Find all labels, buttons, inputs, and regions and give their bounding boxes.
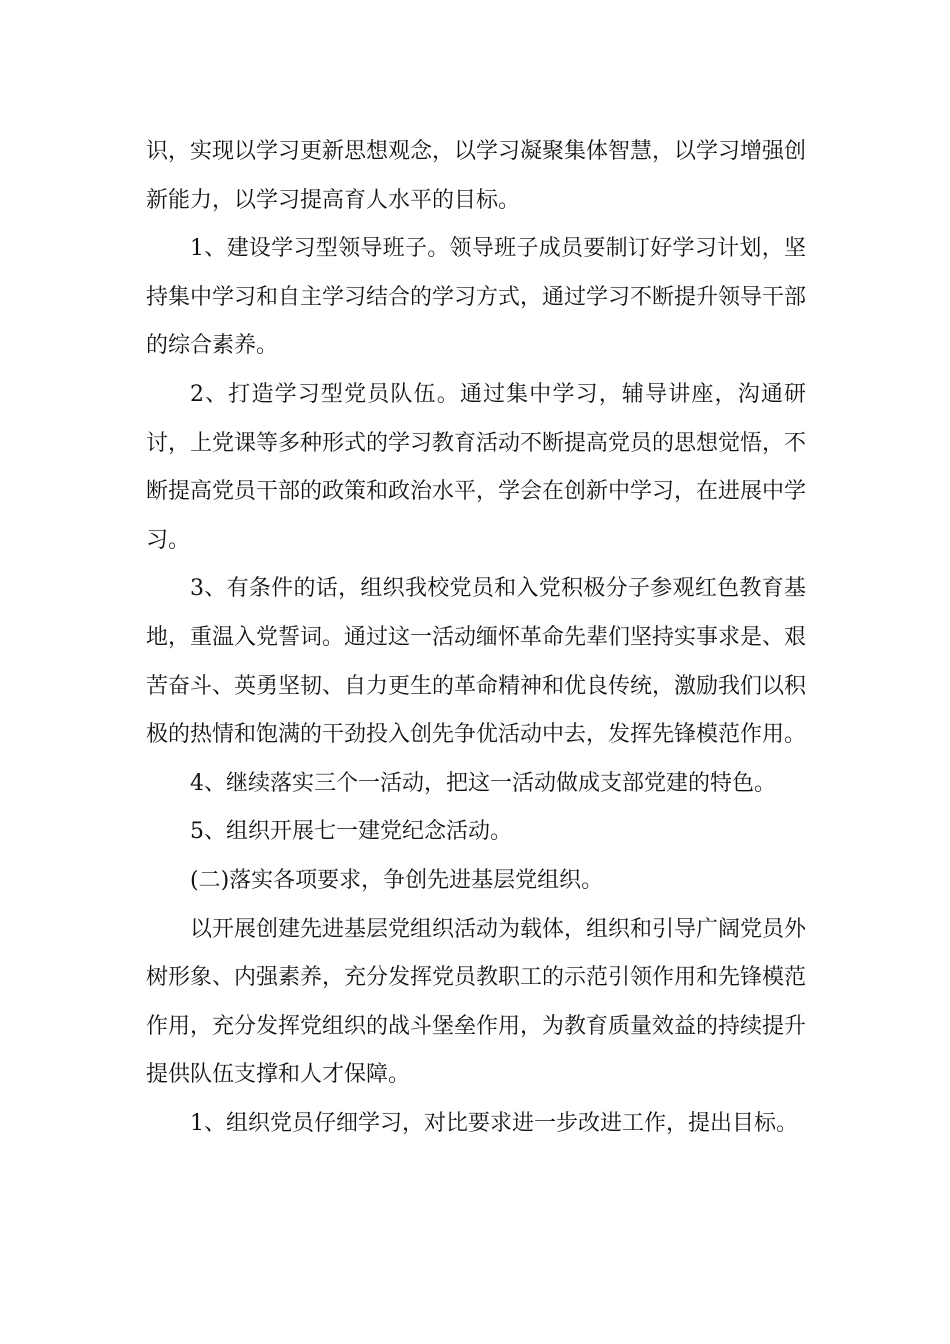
paragraph-advanced-organization: 以开展创建先进基层党组织活动为载体，组织和引导广阔党员外树形象、内强素养，充分发挥党员教职工的示范引领作用和先锋模范作用，充分发挥党组织的战斗堡垒作用，为教育质量效益的持续提升提供队伍支撑和人才保障。 (146, 916, 807, 1088)
paragraph-three-one-activity: 4、继续落实三个一活动，把这一活动做成支部党建的特色。 (190, 770, 776, 796)
paragraph-party-members: 2、打造学习型党员队伍。通过集中学习，辅导讲座，沟通研讨，上党课等多种形式的学习教育活动不断提高党员的思想觉悟，不断提高党员干部的政策和政治水平，学会在创新中学习，在进展中学习。 (146, 381, 807, 553)
document-body (146, 128, 806, 1148)
paragraph-red-education: 3、有条件的话，组织我校党员和入党积极分子参观红色教育基地，重温入党誓词。通过这一活动缅怀革命先辈们坚持实事求是、艰苦奋斗、英勇坚韧、自力更生的革命精神和优良传统，激励我们以积极的热情和饱满的干劲投入创先争优活动中去，发挥先锋模范作用。 (146, 576, 807, 748)
paragraph-july-first: 5、组织开展七一建党纪念活动。 (190, 819, 512, 845)
paragraph-study-goals: 1、组织党员仔细学习，对比要求进一步改进工作，提出目标。 (190, 1110, 798, 1136)
paragraph-leadership-team: 1、建设学习型领导班子。领导班子成员要制订好学习计划，坚持集中学习和自主学习结合的学习方式，通过学习不断提升领导干部的综合素养。 (146, 236, 807, 359)
paragraph-continuation: 识，实现以学习更新思想观念，以学习凝聚集体智慧，以学习增强创新能力，以学习提高育人水平的目标。 (146, 139, 807, 213)
section-heading-two: (二)落实各项要求，争创先进基层党组织。 (190, 867, 604, 893)
